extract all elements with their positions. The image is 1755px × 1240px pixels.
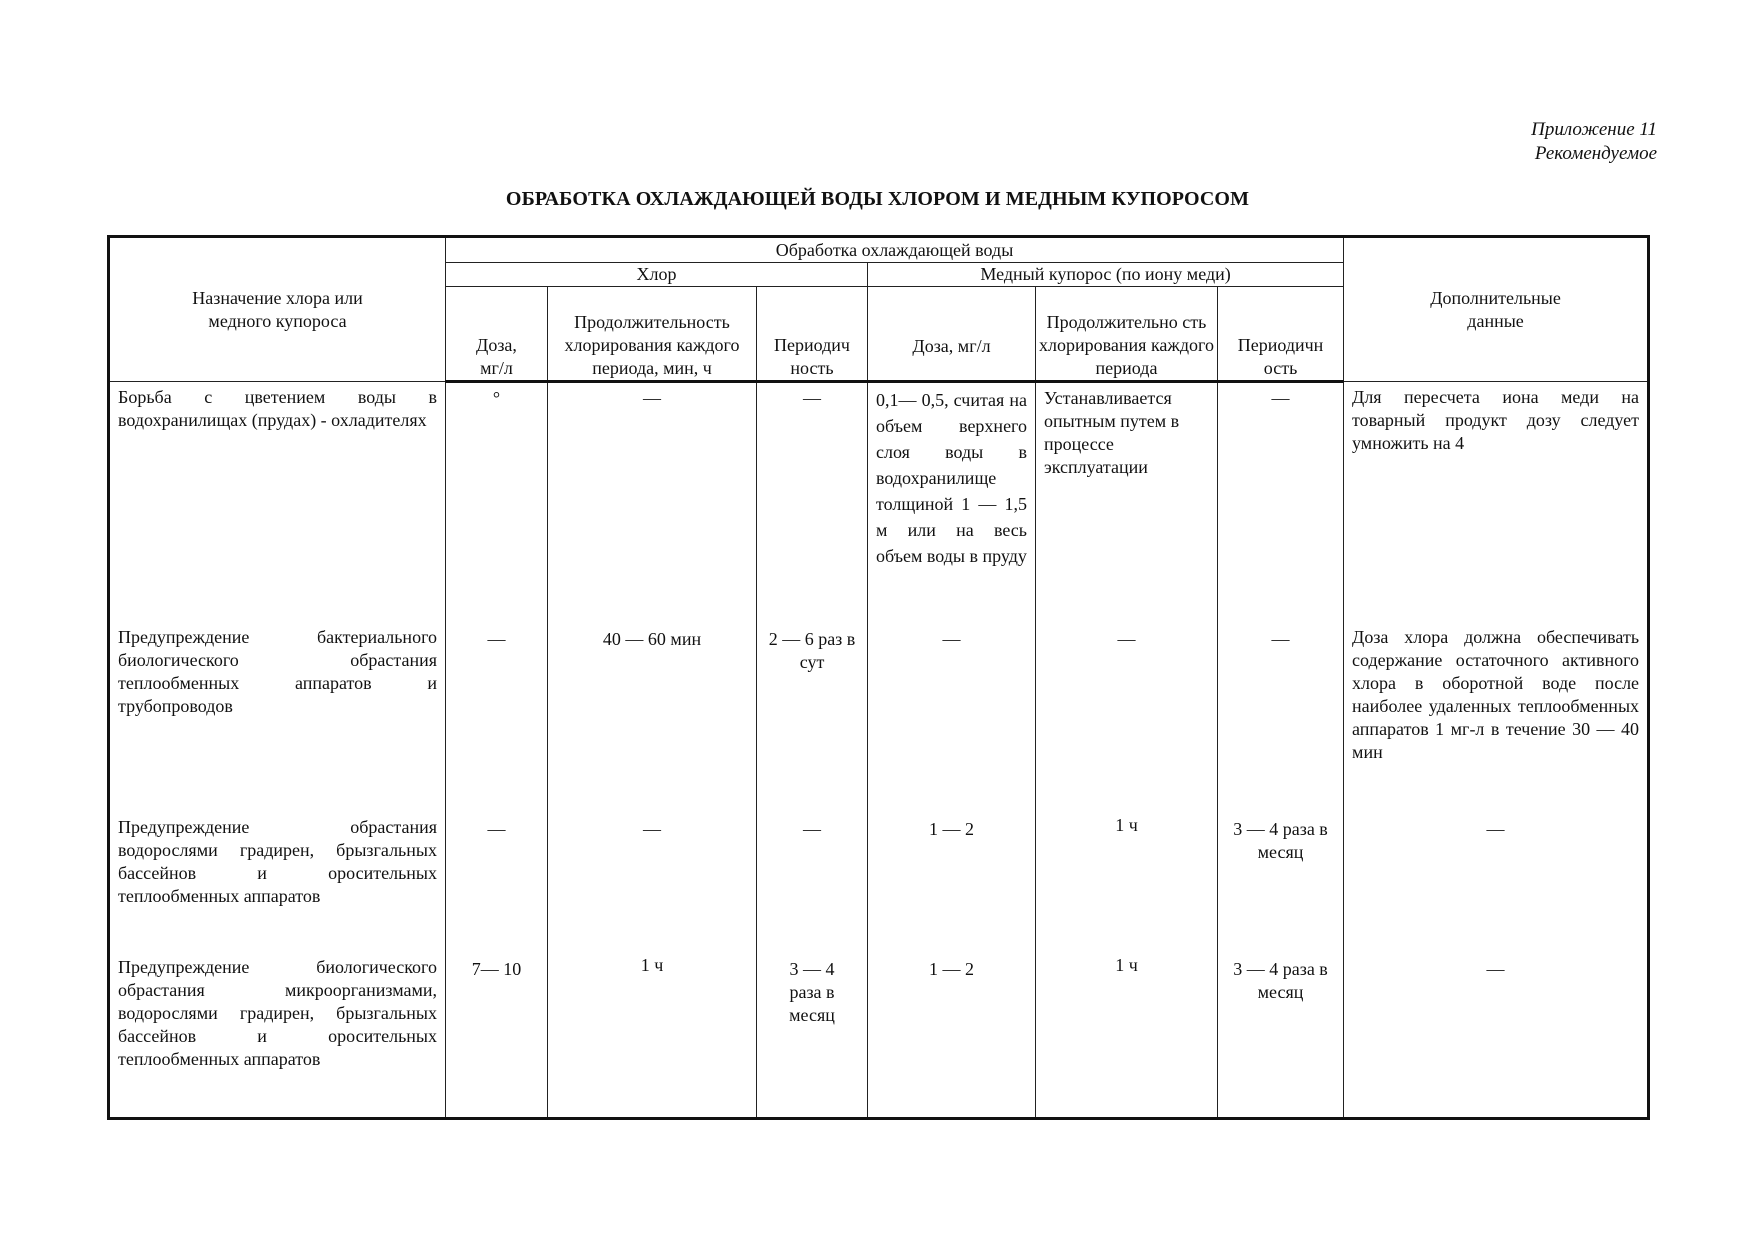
document-title: ОБРАБОТКА ОХЛАЖДАЮЩЕЙ ВОДЫ ХЛОРОМ И МЕДНЫМ КУПОРОСОМ bbox=[505, 188, 1250, 210]
row-chlorine-dose: 7— 10 bbox=[446, 952, 548, 1119]
row-copper-duration: Устанавливается опытным путем в процессе эксплуатации bbox=[1036, 382, 1218, 622]
row-additional: — bbox=[1344, 952, 1649, 1119]
row-additional: — bbox=[1344, 812, 1649, 952]
appendix-note bbox=[1531, 118, 1657, 166]
row-copper-duration: — bbox=[1036, 622, 1218, 812]
row-copper-periodicity: — bbox=[1218, 382, 1344, 622]
row-copper-dose: 0,1— 0,5, считая на объем верхнего слоя воды в водохранилище толщиной 1 — 1,5 м или на весь объем воды в пруду bbox=[868, 382, 1036, 622]
header-additional: Дополнительные данные bbox=[1344, 237, 1649, 382]
row-additional: Доза хлора должна обеспечивать содержание остаточного активного хлора в оборотной воде после наиболее удаленных теплообменных аппаратов 1 мг-л в течение 30 — 40 мин bbox=[1344, 622, 1649, 812]
header-copper-dose: Доза, мг/л bbox=[868, 287, 1036, 382]
header-treatment: Обработка охлаждающей воды bbox=[446, 237, 1344, 263]
header-copper-periodicity: Периодичн ость bbox=[1218, 287, 1344, 382]
header-copper-duration: Продолжительно сть хлорирования каждого периода bbox=[1036, 287, 1218, 382]
header-copper: Медный купорос (по иону меди) bbox=[868, 263, 1344, 287]
row-chlorine-periodicity: 2 — 6 раз в сут bbox=[757, 622, 868, 812]
row-chlorine-periodicity: — bbox=[757, 382, 868, 622]
header-chlorine-duration: Продолжительность хлорирования каждого периода, мин, ч bbox=[548, 287, 757, 382]
table-row bbox=[109, 812, 1649, 952]
row-chlorine-dose: — bbox=[446, 812, 548, 952]
table-row bbox=[109, 622, 1649, 812]
cooling-water-treatment-table bbox=[107, 235, 1650, 1120]
row-chlorine-dose: — bbox=[446, 622, 548, 812]
row-copper-duration: 1 ч bbox=[1036, 952, 1218, 1119]
row-additional: Для пересчета иона меди на товарный продукт дозу следует умножить на 4 bbox=[1344, 382, 1649, 622]
row-chlorine-dose: ° bbox=[446, 382, 548, 622]
row-copper-periodicity: 3 — 4 раза в месяц bbox=[1218, 952, 1344, 1119]
appendix-status: Рекомендуемое bbox=[1534, 143, 1657, 164]
header-chlorine-periodicity: Периодич ность bbox=[757, 287, 868, 382]
header-chlorine: Хлор bbox=[446, 263, 868, 287]
row-chlorine-duration: 1 ч bbox=[548, 952, 757, 1119]
row-copper-periodicity: — bbox=[1218, 622, 1344, 812]
row-purpose: Предупреждение обрастания водорослями градирен, брызгальных бассейнов и оросительных теплообменных аппаратов bbox=[109, 812, 446, 952]
row-chlorine-periodicity: — bbox=[757, 812, 868, 952]
row-purpose: Предупреждение биологического обрастания микроорганизмами, водорослями градирен, брызгальных бассейнов и оросительных теплообменных аппаратов bbox=[109, 952, 446, 1119]
row-copper-dose: — bbox=[868, 622, 1036, 812]
header-chlorine-dose: Доза, мг/л bbox=[446, 287, 548, 382]
row-purpose: Борьба с цветением воды в водохранилищах (прудах) - охладителях bbox=[109, 382, 446, 622]
table-row bbox=[109, 382, 1649, 622]
row-copper-dose: 1 — 2 bbox=[868, 812, 1036, 952]
row-purpose: Предупреждение бактериального биологического обрастания теплообменных аппаратов и трубопроводов bbox=[109, 622, 446, 812]
table-row bbox=[109, 952, 1649, 1119]
header-purpose: Назначение хлора или медного купороса bbox=[109, 237, 446, 382]
row-copper-periodicity: 3 — 4 раза в месяц bbox=[1218, 812, 1344, 952]
row-copper-duration: 1 ч bbox=[1036, 812, 1218, 952]
appendix-number: Приложение 11 bbox=[1531, 119, 1657, 140]
row-chlorine-duration: 40 — 60 мин bbox=[548, 622, 757, 812]
row-copper-dose: 1 — 2 bbox=[868, 952, 1036, 1119]
row-chlorine-duration: — bbox=[548, 382, 757, 622]
row-chlorine-duration: — bbox=[548, 812, 757, 952]
row-chlorine-periodicity: 3 — 4 раза в месяц bbox=[757, 952, 868, 1119]
